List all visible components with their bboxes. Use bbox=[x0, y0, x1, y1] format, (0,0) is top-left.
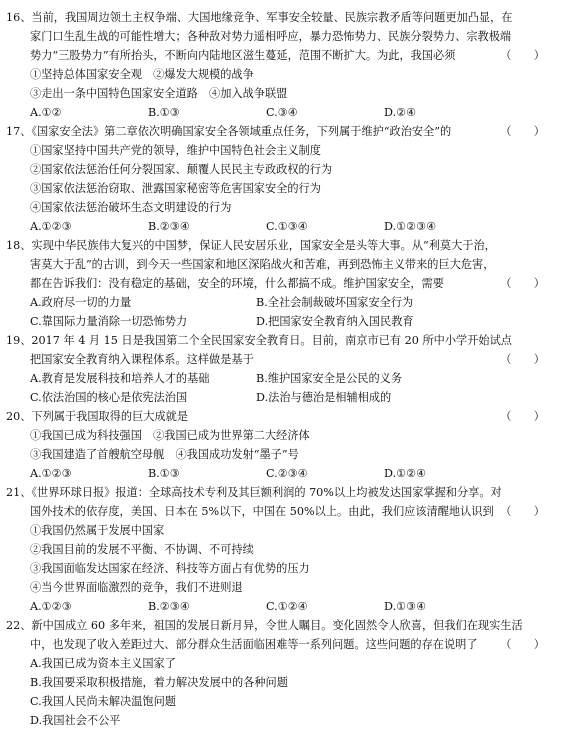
answer-options bbox=[6, 464, 565, 483]
option-a: A.教育是发展科技和培养人才的基础 bbox=[30, 372, 210, 385]
question-stem-line: 势力“三股势力”有所抬头，不断向内陆地区滋生蔓延，范围不断扩大。为此，我国必须 （ ） bbox=[6, 46, 565, 65]
question-stem-line: 21、《世界环球日报》报道：全球高技术专利及其巨额利润的 70%以上均被发达国家掌握和分享。对 bbox=[6, 486, 502, 499]
statement-item: ①坚持总体国家安全观 ②爆发大规模的战争 bbox=[30, 68, 254, 81]
option-d: D.法治与德治是相辅相成的 bbox=[256, 391, 392, 404]
answer-parentheses: （ ） bbox=[500, 125, 545, 138]
option-b: B.①③ bbox=[148, 467, 180, 480]
option-a: A.①② bbox=[30, 106, 62, 119]
answer-parentheses: （ ） bbox=[500, 277, 545, 290]
question-stem-line: 19、2017 年 4 月 15 日是我国第二个全民国家安全教育日。目前，南京市已有 20 所中小学开始试点 bbox=[6, 334, 512, 347]
answer-options bbox=[6, 597, 565, 616]
statement-item: ④当今世界面临激烈的竞争，我们不进则退 bbox=[30, 581, 243, 594]
answer-options bbox=[6, 312, 565, 331]
question-21 bbox=[6, 483, 565, 616]
question-16 bbox=[6, 8, 565, 122]
option-c: C.①②④ bbox=[266, 600, 308, 613]
answer-parentheses: （ ） bbox=[500, 353, 545, 366]
answer-options bbox=[6, 217, 565, 236]
option-c: C.①③④ bbox=[266, 220, 308, 233]
option-d: D.①②③④ bbox=[384, 220, 437, 233]
question-stem-line: 害莫大于乱”的古训，到今天一些国家和地区深陷战火和苦难，再到恐怖主义带来的巨大危害， bbox=[30, 258, 495, 271]
question-20 bbox=[6, 407, 565, 483]
option-b: B.全社会制裁破坏国家安全行为 bbox=[256, 296, 414, 309]
answer-options bbox=[6, 388, 565, 407]
statement-item: ④国家依法惩治破坏生态文明建设的行为 bbox=[30, 201, 232, 214]
option-d: D.①②④ bbox=[384, 467, 427, 480]
answer-parentheses: （ ） bbox=[500, 49, 545, 62]
question-stem-line: 18、实现中华民族伟大复兴的中国梦，保证人民安居乐业，国家安全是头等大事。从“利莫大于治， bbox=[6, 239, 496, 252]
option-d: D.①③④ bbox=[384, 600, 427, 613]
question-stem-line: 把国家安全教育纳入课程体系。这样做是基于 （ ） bbox=[6, 350, 565, 369]
option-b: B.我国要采取积极措施，着力解决发展中的各种问题 bbox=[30, 676, 288, 689]
option-a: A.①②③ bbox=[30, 467, 72, 480]
question-stem-line: 家门口生乱生战的可能性增大；各种敌对势力遥相呼应，暴力恐怖势力、民族分裂势力、宗教极端 bbox=[30, 30, 512, 43]
statement-item: ②国家依法惩治任何分裂国家、颠覆人民民主专政政权的行为 bbox=[30, 163, 333, 176]
statement-item: ③我国建造了首艘航空母舰 ④我国成功发射“墨子”号 bbox=[30, 448, 299, 461]
option-d: D.②④ bbox=[384, 106, 417, 119]
statement-item: ①我国已成为科技强国 ②我国已成为世界第二大经济体 bbox=[30, 429, 310, 442]
statement-item: ③国家依法惩治窃取、泄露国家秘密等危害国家安全的行为 bbox=[30, 182, 321, 195]
option-a: A.我国已成为资本主义国家了 bbox=[30, 657, 176, 670]
answer-parentheses: （ ） bbox=[500, 410, 545, 423]
option-b: B.维护国家安全是公民的义务 bbox=[256, 372, 403, 385]
option-c: C.依法治国的核心是依宪法治国 bbox=[30, 391, 188, 404]
question-18 bbox=[6, 236, 565, 331]
statement-item: ③走出一条中国特色国家安全道路 ④加入战争联盟 bbox=[30, 87, 288, 100]
statement-item: ①国家坚持中国共产党的领导，维护中国特色社会主义制度 bbox=[30, 144, 321, 157]
option-b: B.②③④ bbox=[148, 220, 190, 233]
question-stem-line: 国外技术的依存度，美国、日本在 5%以下，中国在 50%以上。由此，我们应该清醒地认识到 （ ） bbox=[6, 502, 565, 521]
option-a: A.政府尽一切的力量 bbox=[30, 296, 132, 309]
question-22 bbox=[6, 616, 565, 730]
answer-parentheses: （ ） bbox=[500, 638, 545, 651]
question-17 bbox=[6, 122, 565, 236]
option-c: C.③④ bbox=[266, 106, 298, 119]
option-d: D.把国家安全教育纳入国民教育 bbox=[256, 315, 414, 328]
question-stem-line: 16、当前，我国周边领土主权争端、大国地缘竞争、军事安全较量、民族宗教矛盾等问题更加凸显，在 bbox=[6, 11, 513, 24]
question-stem-line: 中，也发现了收入差距过大、部分群众生活面临困难等一系列问题。这些问题的存在说明了 （ ） bbox=[6, 635, 565, 654]
option-b: B.②③④ bbox=[148, 600, 190, 613]
statement-item: ③我国面临发达国家在经济、科技等方面占有优势的压力 bbox=[30, 562, 310, 575]
option-d: D.我国社会不公平 bbox=[30, 714, 121, 727]
statement-item: ②我国目前的发展不平衡、不协调、不可持续 bbox=[30, 543, 254, 556]
answer-parentheses: （ ） bbox=[500, 505, 545, 518]
option-a: A.①②③ bbox=[30, 220, 72, 233]
question-stem-line: 20、下列属于我国取得的巨大成就是 （ ） bbox=[6, 407, 565, 426]
option-b: B.①③ bbox=[148, 106, 180, 119]
answer-options bbox=[6, 103, 565, 122]
question-stem-line: 都在告诉我们：没有稳定的基础，安全的环境，什么都搞不成。维护国家安全，需要 （ ） bbox=[6, 274, 565, 293]
option-a: A.①②③ bbox=[30, 600, 72, 613]
option-c: C.靠国际力量消除一切恐怖势力 bbox=[30, 315, 188, 328]
question-stem-line: 22、新中国成立 60 多年来，祖国的发展日新月异，令世人瞩目。变化固然令人欣喜，但我们在现实生活 bbox=[6, 619, 523, 632]
question-19 bbox=[6, 331, 565, 407]
statement-item: ①我国仍然属于发展中国家 bbox=[30, 524, 165, 537]
option-c: C.我国人民尚未解决温饱问题 bbox=[30, 695, 176, 708]
answer-options bbox=[6, 369, 565, 388]
option-c: C.②③④ bbox=[266, 467, 308, 480]
question-stem-line: 17、《国家安全法》第二章依次明确国家安全各领域重点任务，下列属于维护“政治安全”的 （ ） bbox=[6, 122, 565, 141]
answer-options bbox=[6, 293, 565, 312]
